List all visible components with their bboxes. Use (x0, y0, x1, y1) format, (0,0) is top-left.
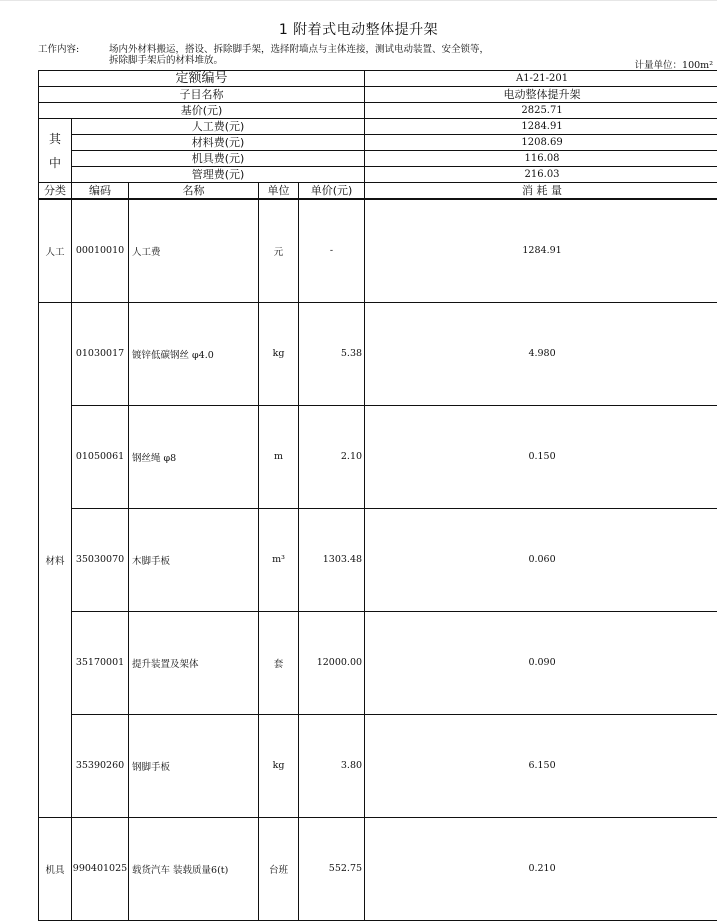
row-name: 木脚手板 (129, 508, 259, 611)
material-cost-row (39, 135, 717, 151)
row-qty: 0.150 (365, 405, 717, 508)
col-code: 编码 (72, 183, 129, 200)
table-row (39, 508, 717, 611)
row-qty: 0.210 (365, 817, 717, 920)
col-consumption: 消 耗 量 (365, 183, 717, 200)
row-price: 2.10 (299, 405, 365, 508)
row-unit: m³ (259, 508, 299, 611)
table-row (39, 405, 717, 508)
row-name: 镀锌低碳钢丝 φ4.0 (129, 302, 259, 405)
row-unit: 元 (259, 199, 299, 302)
row-code: 01030017 (72, 302, 129, 405)
row-qty: 6.150 (365, 714, 717, 817)
of-which-char-2: 中 (39, 151, 71, 175)
row-name: 人工费 (129, 199, 259, 302)
row-price: 552.75 (299, 817, 365, 920)
row-code: 35390260 (72, 714, 129, 817)
row-unit: 台班 (259, 817, 299, 920)
row-unit: 套 (259, 611, 299, 714)
measurement-unit: 计量单位：100m² (635, 57, 713, 71)
category-labor: 人工 (39, 199, 72, 302)
quota-number-label: 定额编号 (39, 71, 365, 87)
table-row (39, 611, 717, 714)
row-qty: 0.060 (365, 508, 717, 611)
category-machine: 机具 (39, 817, 72, 920)
machine-cost-value: 116.08 (365, 151, 717, 167)
row-name: 提升装置及架体 (129, 611, 259, 714)
management-cost-row (39, 167, 717, 183)
column-header-row (39, 183, 717, 200)
work-content-line-2: 拆除脚手架后的材料堆放。 (109, 55, 579, 66)
base-price-label: 基价(元) (39, 103, 365, 119)
item-name-label: 子目名称 (39, 87, 365, 103)
row-price: 3.80 (299, 714, 365, 817)
machine-cost-row (39, 151, 717, 167)
item-name-row (39, 87, 717, 103)
of-which-cell (39, 119, 72, 183)
row-unit: m (259, 405, 299, 508)
row-name: 载货汽车 装载质量6(t) (129, 817, 259, 920)
row-price: 12000.00 (299, 611, 365, 714)
of-which-char-1: 其 (39, 127, 71, 151)
row-code: 35030070 (72, 508, 129, 611)
row-price: - (299, 199, 365, 302)
row-unit: kg (259, 302, 299, 405)
category-material: 材料 (39, 302, 72, 817)
row-qty: 4.980 (365, 302, 717, 405)
labor-cost-value: 1284.91 (365, 119, 717, 135)
material-cost-value: 1208.69 (365, 135, 717, 151)
item-name-value: 电动整体提升架 (365, 87, 717, 103)
row-code: 00010010 (72, 199, 129, 302)
page-title: 1 附着式电动整体提升架 (0, 19, 717, 39)
work-content-line-1: 场内外材料搬运，搭设、拆除脚手架，选择附墙点与主体连接，测试电动装置、安全锁等， (109, 44, 579, 55)
row-name: 钢脚手板 (129, 714, 259, 817)
row-name: 钢丝绳 φ8 (129, 405, 259, 508)
row-code: 990401025 (72, 817, 129, 920)
table-row (39, 817, 717, 920)
table-row (39, 199, 717, 302)
quota-number-row (39, 71, 717, 87)
management-cost-value: 216.03 (365, 167, 717, 183)
col-unit: 单位 (259, 183, 299, 200)
col-price: 单价(元) (299, 183, 365, 200)
row-code: 35170001 (72, 611, 129, 714)
quota-number-value: A1-21-201 (365, 71, 717, 87)
col-category: 分类 (39, 183, 72, 200)
labor-cost-row (39, 119, 717, 135)
base-price-value: 2825.71 (365, 103, 717, 119)
row-qty: 0.090 (365, 611, 717, 714)
base-price-row (39, 103, 717, 119)
material-cost-label: 材料费(元) (72, 135, 365, 151)
row-code: 01050061 (72, 405, 129, 508)
work-content-label: 工作内容: (38, 44, 79, 55)
row-price: 5.38 (299, 302, 365, 405)
top-divider (0, 0, 717, 1)
work-content-text (109, 44, 579, 66)
labor-cost-label: 人工费(元) (72, 119, 365, 135)
management-cost-label: 管理费(元) (72, 167, 365, 183)
col-name: 名称 (129, 183, 259, 200)
quota-table (38, 70, 717, 921)
row-unit: kg (259, 714, 299, 817)
row-qty: 1284.91 (365, 199, 717, 302)
table-row (39, 302, 717, 405)
machine-cost-label: 机具费(元) (72, 151, 365, 167)
row-price: 1303.48 (299, 508, 365, 611)
table-row (39, 714, 717, 817)
